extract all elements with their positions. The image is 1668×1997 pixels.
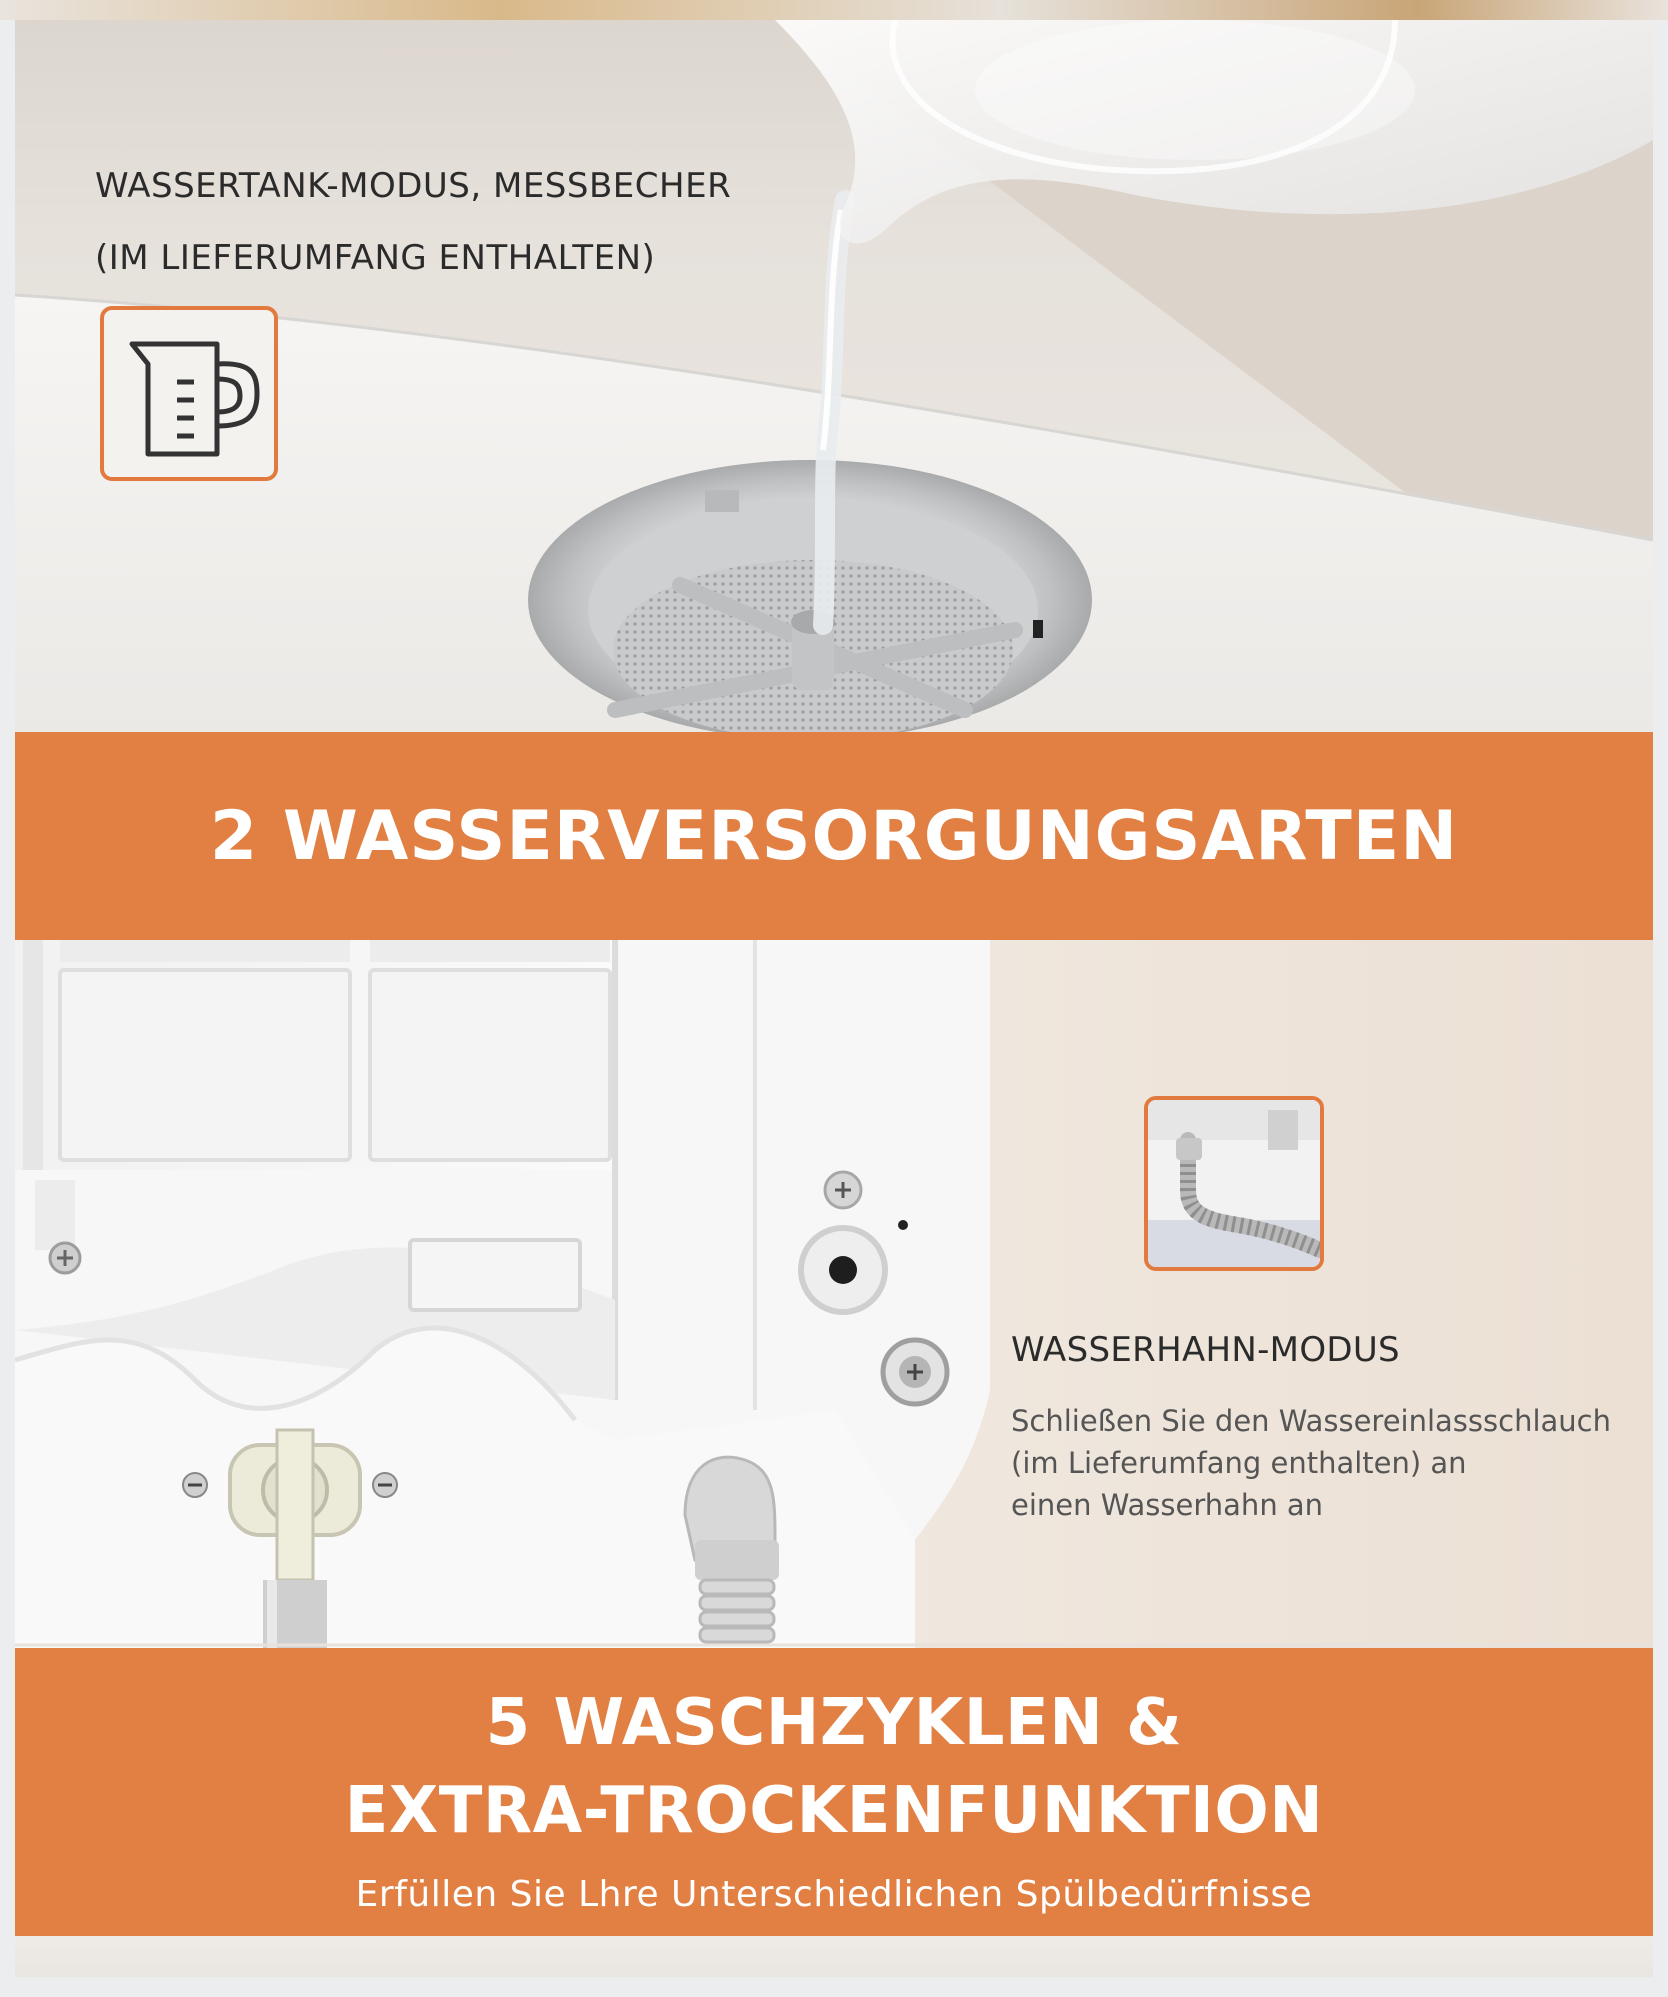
inlet-hose-icon <box>1148 1100 1320 1267</box>
tap-desc-line3: einen Wasserhahn an <box>1011 1488 1324 1522</box>
measuring-cup-icon <box>122 334 262 459</box>
top-strip <box>0 0 1668 20</box>
tap-desc-line2: (im Lieferumfang enthalten) an <box>1011 1446 1467 1480</box>
inlet-hose-icon-box <box>1144 1096 1324 1271</box>
measuring-cup-icon-box <box>100 306 278 481</box>
tap-mode-section <box>15 940 1653 1648</box>
tap-mode-description <box>1011 1400 1611 1526</box>
supply-types-banner <box>15 732 1653 940</box>
supply-types-title: 2 WASSERVERSORGUNGSARTEN <box>209 796 1459 876</box>
tank-title-line1: WASSERTANK-MODUS, MESSBECHER <box>95 166 732 206</box>
tank-title-line2: (IM LIEFERUMFANG ENTHALTEN) <box>95 238 656 278</box>
tap-desc-line1: Schließen Sie den Wassereinlassschlauch <box>1011 1404 1611 1438</box>
tank-mode-title <box>95 150 731 294</box>
dishwasher-back-photo <box>15 940 1653 1648</box>
water-tank-section <box>15 20 1653 732</box>
product-image-frame <box>15 20 1653 1977</box>
wash-cycles-subtitle: Erfüllen Sie Lhre Unterschiedlichen Spülbedürfnisse <box>355 1874 1313 1915</box>
tap-mode-title: WASSERHAHN-MODUS <box>1011 1330 1400 1370</box>
wash-cycles-title-line2: EXTRA-TROCKENFUNKTION <box>344 1774 1324 1848</box>
wash-cycles-title-line1: 5 WASCHZYKLEN & <box>485 1686 1183 1760</box>
wash-cycles-banner <box>15 1648 1653 1936</box>
bottom-strip <box>15 1936 1653 1977</box>
